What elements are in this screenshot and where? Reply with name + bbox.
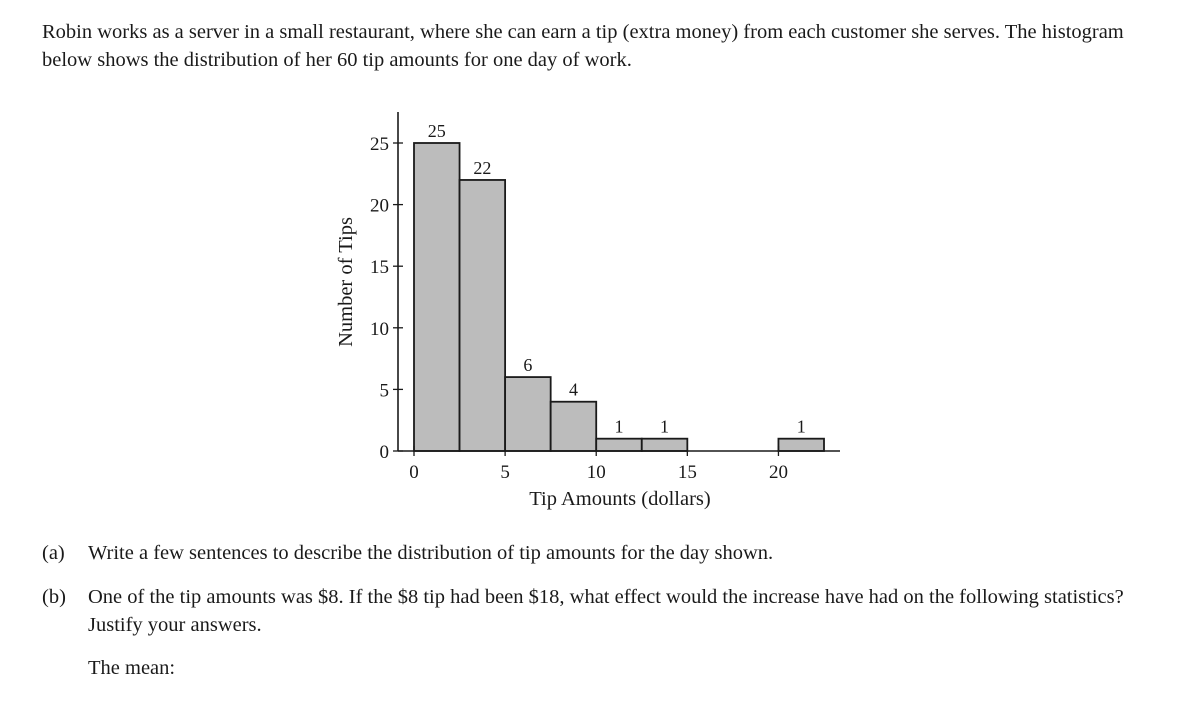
question-b-label: (b)	[42, 586, 66, 608]
y-tick-label: 25	[370, 134, 389, 155]
bar-count-label: 25	[427, 121, 446, 141]
y-tick-label: 15	[370, 257, 389, 279]
problem-intro: Robin works as a server in a small restaurant, where she can earn a tip (extra money) from each customer she serves. The histogram below shows the distribution of her 60 tip amounts for one day of work.	[42, 21, 1124, 71]
question-a	[42, 539, 1152, 567]
histogram-bar	[596, 439, 642, 451]
y-axis-title: Number of Tips	[335, 217, 357, 347]
mean-prompt: The mean:	[88, 657, 176, 679]
y-tick-label: 5	[379, 380, 389, 402]
bar-count-label: 6	[523, 355, 533, 376]
y-tick-label: 10	[370, 318, 389, 340]
question-b-text: One of the tip amounts was $8. If the $8 tip had been $18, what effect would the increase have had on the following statistics? Justify your answers.	[88, 586, 1124, 636]
x-tick-label: 15	[677, 462, 697, 483]
bar-count-label: 4	[568, 379, 578, 400]
y-tick-label: 0	[379, 442, 389, 463]
question-a-label: (a)	[42, 542, 65, 564]
question-a-text: Write a few sentences to describe the distribution of tip amounts for the day shown.	[88, 542, 774, 564]
bar-count-label: 22	[473, 157, 492, 178]
x-tick-label: 10	[586, 462, 606, 483]
question-b	[42, 583, 1152, 639]
histogram-bar	[642, 439, 688, 451]
histogram-bar	[778, 439, 824, 451]
bar-count-label: 1	[796, 416, 806, 437]
x-tick-label: 5	[500, 462, 510, 483]
histogram-bar	[551, 402, 597, 451]
x-tick-label: 0	[409, 462, 419, 483]
histogram-bar	[460, 180, 506, 451]
x-axis-title: Tip Amounts (dollars)	[529, 488, 711, 510]
y-tick-label: 20	[370, 195, 389, 217]
bar-count-label: 1	[660, 416, 670, 437]
bars-layer	[414, 143, 824, 451]
x-tick-label: 20	[768, 462, 788, 483]
histogram-bar	[414, 143, 460, 451]
histogram-bar	[505, 377, 551, 451]
bar-count-label: 1	[614, 416, 624, 437]
